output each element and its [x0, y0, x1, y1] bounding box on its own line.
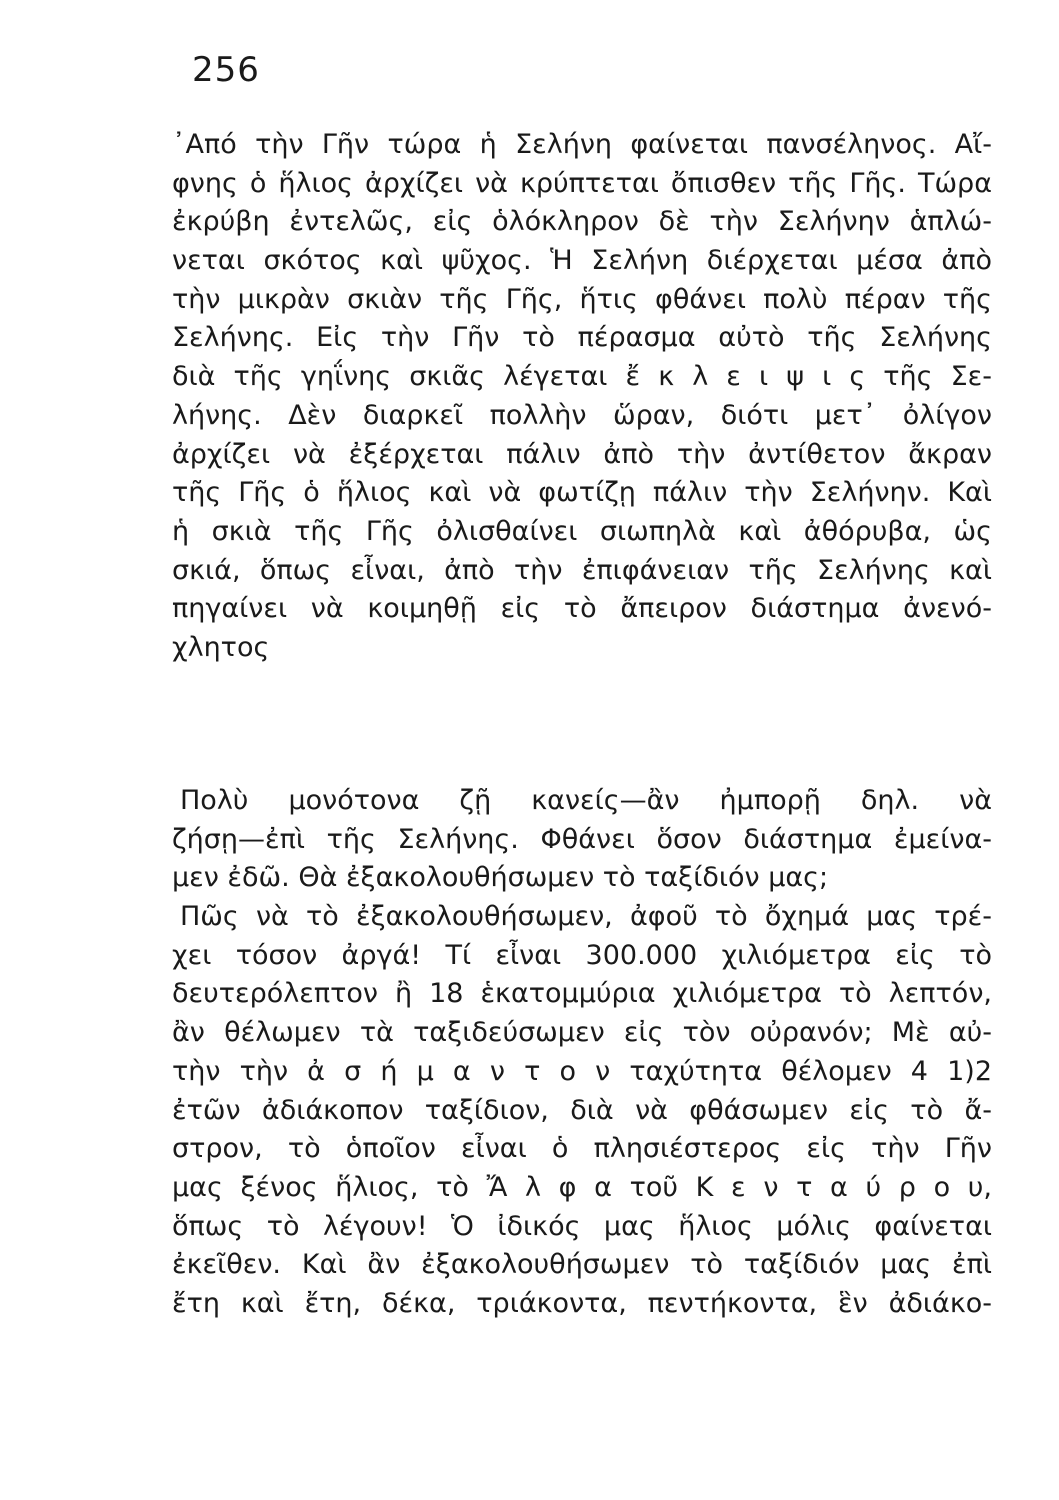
page-number: 256: [192, 50, 260, 90]
text-line: δευτερόλεπτον ἢ 18 ἑκατομμύρια χιλιόμετρα τὸ λεπτόν,: [172, 978, 992, 1010]
text-line: Πῶς νὰ τὸ ἐξακολουθήσωμεν, ἀφοῦ τὸ ὄχημά μας τρέ-: [180, 901, 992, 933]
text-line: ᾽Από τὴν Γῆν τώρα ἡ Σελήνη φαίνεται πανσέληνος. Αἴ-: [172, 129, 992, 160]
paragraph-lunar-eclipse: [172, 126, 992, 668]
text-line: ἀρχίζει νὰ ἐξέρχεται πάλιν ἀπὸ τὴν ἀντίθετον ἄκραν: [172, 438, 992, 470]
text-line: ἐκεῖθεν. Καὶ ἂν ἐξακολουθήσωμεν τὸ ταξίδιόν μας ἐπὶ: [172, 1249, 992, 1281]
text-line: Σελήνης. Εἰς τὴν Γῆν τὸ πέρασμα αὐτὸ τῆς Σελήνης: [172, 322, 992, 354]
text-line: στρον, τὸ ὁποῖον εἶναι ὁ πλησιέστερος εἰς τὴν Γῆν: [172, 1133, 992, 1165]
text-line: χει τόσον ἀργά! Τί εἶναι 300.000 χιλιόμετρα εἰς τὸ: [172, 939, 992, 971]
text-line: λήνης. Δὲν διαρκεῖ πολλὴν ὥραν, διότι μετ᾽ ὀλίγον: [172, 399, 992, 431]
text-line: ἡ σκιὰ τῆς Γῆς ὀλισθαίνει σιωπηλὰ καὶ ἀθόρυβα, ὡς: [172, 515, 992, 547]
text-line: ἐκρύβη ἐντελῶς, εἰς ὁλόκληρον δὲ τὴν Σελήνην ἁπλώ-: [172, 206, 992, 238]
text-line: σκιά, ὅπως εἶναι, ἀπὸ τὴν ἐπιφάνειαν τῆς Σελήνης καὶ: [172, 554, 992, 586]
text-line: τὴν τὴν ἀ σ ή μ α ν τ ο ν ταχύτητα θέλομεν 4 1)2: [172, 1055, 992, 1087]
text-line: ἂν θέλωμεν τὰ ταξιδεύσωμεν εἰς τὸν οὐρανόν; Μὲ αὐ-: [172, 1017, 992, 1049]
text-line: τὴν μικρὰν σκιὰν τῆς Γῆς, ἥτις φθάνει πολὺ πέραν τῆς: [172, 283, 992, 315]
text-line: ἐτῶν ἀδιάκοπον ταξίδιον, διὰ νὰ φθάσωμεν εἰς τὸ ἄ-: [172, 1094, 992, 1126]
text-line: χλητος: [172, 631, 270, 663]
text-line: φνης ὁ ἥλιος ἀρχίζει νὰ κρύπτεται ὄπισθεν τῆς Γῆς. Τώρα: [172, 167, 992, 199]
text-line: ὅπως τὸ λέγουν! Ὁ ἰδικός μας ἥλιος μόλις φαίνεται: [172, 1210, 992, 1242]
paragraph-journey: [172, 782, 992, 1324]
text-line: διὰ τῆς γηΐνης σκιᾶς λέγεται ἔ κ λ ε ι ψ ι ς τῆς Σε-: [172, 361, 992, 393]
text-line: τῆς Γῆς ὁ ἥλιος καὶ νὰ φωτίζῃ πάλιν τὴν Σελήνην. Καὶ: [172, 477, 992, 509]
text-line: μας ξένος ἥλιος, τὸ Ἄ λ φ α τοῦ Κ ε ν τ α ύ ρ ο υ,: [172, 1171, 992, 1203]
text-line: πηγαίνει νὰ κοιμηθῇ εἰς τὸ ἄπειρον διάστημα ἀνενό-: [172, 593, 992, 625]
text-line: ζήσῃ—ἐπὶ τῆς Σελήνης. Φθάνει ὅσον διάστημα ἐμείνα-: [172, 823, 992, 855]
text-line: ἔτη καὶ ἔτη, δέκα, τριάκοντα, πεντήκοντα, ἓν ἀδιάκο-: [172, 1287, 992, 1319]
text-line: νεται σκότος καὶ ψῦχος. Ἡ Σελήνη διέρχεται μέσα ἀπὸ: [172, 245, 992, 277]
text-line: Πολὺ μονότονα ζῇ κανείς—ἂν ἠμπορῇ δηλ. νὰ: [180, 785, 992, 816]
text-line: μεν ἐδῶ. Θὰ ἐξακολουθήσωμεν τὸ ταξίδιόν μας;: [172, 862, 829, 894]
